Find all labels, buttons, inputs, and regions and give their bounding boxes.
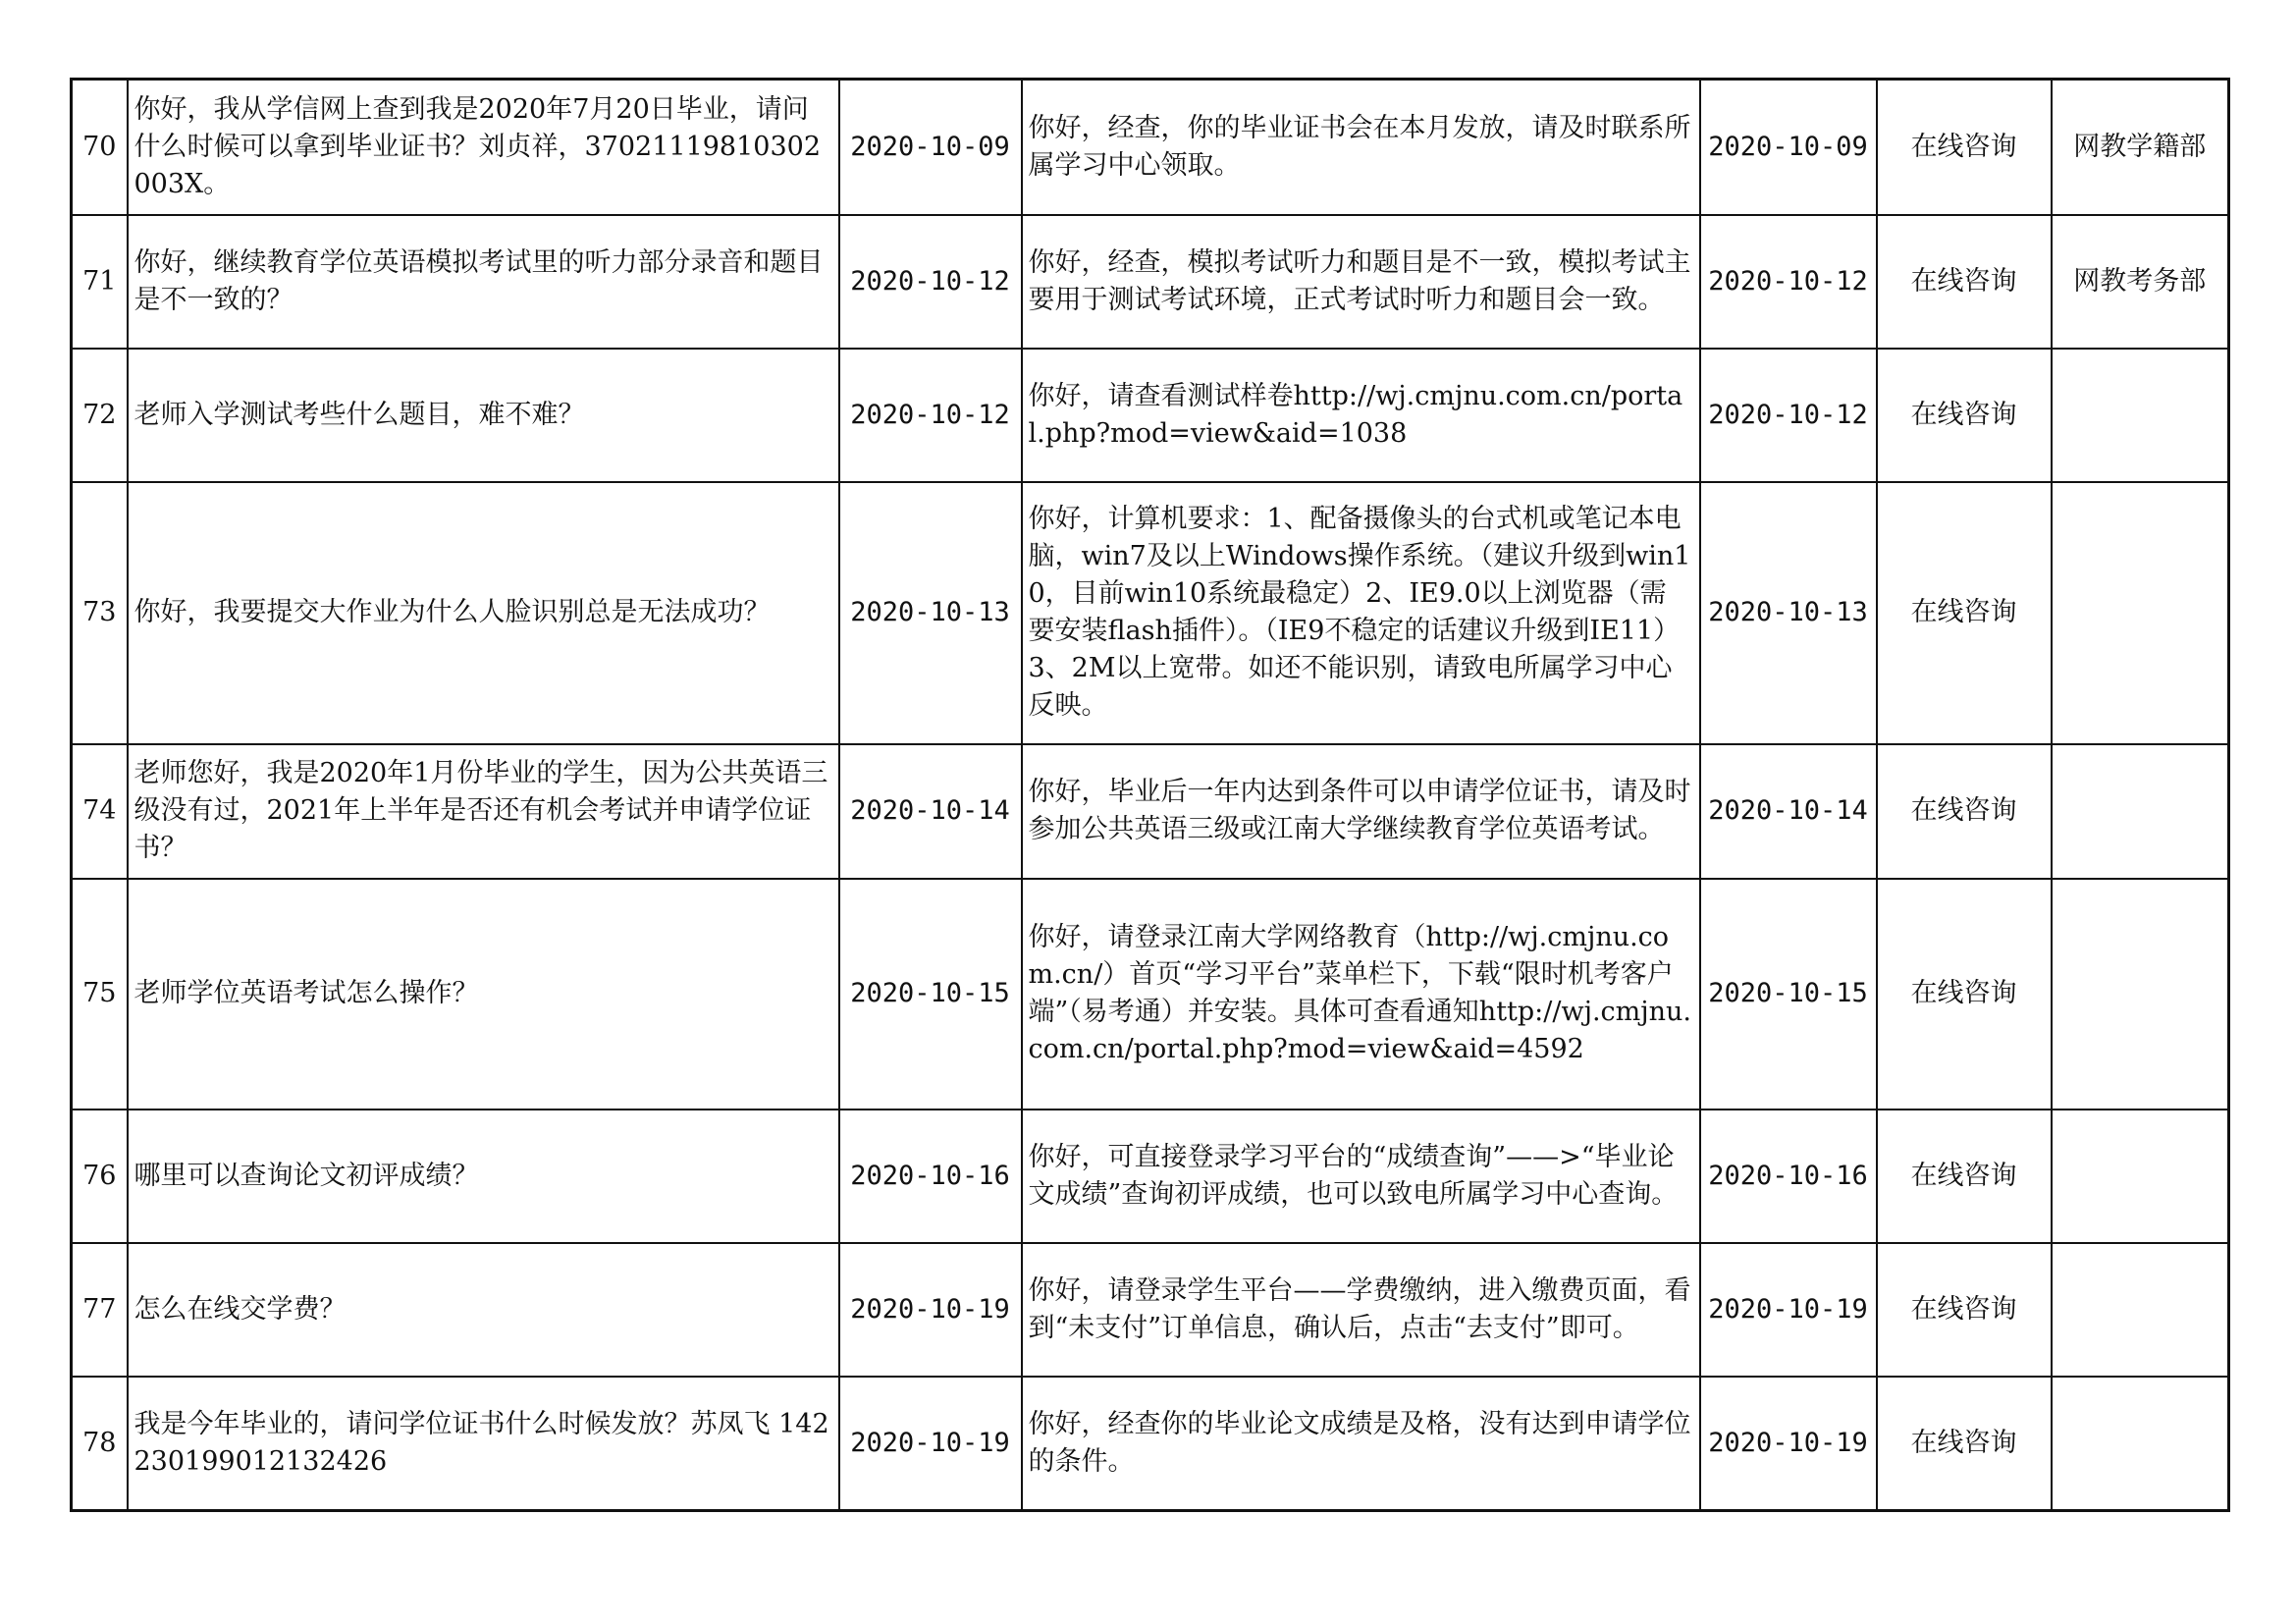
department-cell bbox=[2052, 1377, 2229, 1511]
ask-date-cell: 2020-10-12 bbox=[839, 215, 1022, 349]
table-row bbox=[72, 80, 2229, 215]
department-cell bbox=[2052, 1110, 2229, 1243]
question-cell: 你好，我从学信网上查到我是2020年7月20日毕业，请问什么时候可以拿到毕业证书？刘贞祥，37021119810302003X。 bbox=[128, 80, 839, 215]
reply-date-cell: 2020-10-12 bbox=[1700, 215, 1877, 349]
department-cell bbox=[2052, 744, 2229, 879]
channel-cell: 在线咨询 bbox=[1877, 1110, 2052, 1243]
channel-cell: 在线咨询 bbox=[1877, 215, 2052, 349]
reply-date-cell: 2020-10-19 bbox=[1700, 1243, 1877, 1377]
question-cell: 老师入学测试考些什么题目，难不难？ bbox=[128, 349, 839, 482]
table-row bbox=[72, 349, 2229, 482]
consultation-table bbox=[70, 78, 2230, 1512]
table-body bbox=[72, 80, 2229, 1511]
reply-date-cell: 2020-10-14 bbox=[1700, 744, 1877, 879]
table-row bbox=[72, 1110, 2229, 1243]
row-number: 75 bbox=[72, 879, 128, 1110]
department-cell bbox=[2052, 482, 2229, 744]
ask-date-cell: 2020-10-16 bbox=[839, 1110, 1022, 1243]
consultation-log-page bbox=[70, 78, 2227, 1512]
reply-date-cell: 2020-10-12 bbox=[1700, 349, 1877, 482]
reply-date-cell: 2020-10-09 bbox=[1700, 80, 1877, 215]
row-number: 73 bbox=[72, 482, 128, 744]
department-cell: 网教学籍部 bbox=[2052, 80, 2229, 215]
question-cell: 我是今年毕业的，请问学位证书什么时候发放？苏凤飞 142230199012132426 bbox=[128, 1377, 839, 1511]
table-row bbox=[72, 215, 2229, 349]
ask-date-cell: 2020-10-12 bbox=[839, 349, 1022, 482]
row-number: 78 bbox=[72, 1377, 128, 1511]
department-cell bbox=[2052, 349, 2229, 482]
channel-cell: 在线咨询 bbox=[1877, 1377, 2052, 1511]
question-cell: 老师学位英语考试怎么操作？ bbox=[128, 879, 839, 1110]
row-number: 71 bbox=[72, 215, 128, 349]
table-row bbox=[72, 1243, 2229, 1377]
ask-date-cell: 2020-10-19 bbox=[839, 1243, 1022, 1377]
row-number: 72 bbox=[72, 349, 128, 482]
answer-cell: 你好，请登录江南大学网络教育（http://wj.cmjnu.com.cn/）首页“学习平台”菜单栏下，下载“限时机考客户端”（易考通）并安装。具体可查看通知http://wj.cmjnu.com.cn/portal.php?mod=view&aid=4592 bbox=[1022, 879, 1700, 1110]
reply-date-cell: 2020-10-15 bbox=[1700, 879, 1877, 1110]
channel-cell: 在线咨询 bbox=[1877, 80, 2052, 215]
question-cell: 老师您好，我是2020年1月份毕业的学生，因为公共英语三级没有过，2021年上半年是否还有机会考试并申请学位证书？ bbox=[128, 744, 839, 879]
ask-date-cell: 2020-10-19 bbox=[839, 1377, 1022, 1511]
row-number: 70 bbox=[72, 80, 128, 215]
ask-date-cell: 2020-10-09 bbox=[839, 80, 1022, 215]
channel-cell: 在线咨询 bbox=[1877, 744, 2052, 879]
reply-date-cell: 2020-10-19 bbox=[1700, 1377, 1877, 1511]
table-row bbox=[72, 1377, 2229, 1511]
department-cell bbox=[2052, 879, 2229, 1110]
table-row bbox=[72, 744, 2229, 879]
answer-cell: 你好，毕业后一年内达到条件可以申请学位证书，请及时参加公共英语三级或江南大学继续教育学位英语考试。 bbox=[1022, 744, 1700, 879]
answer-cell: 你好，请登录学生平台——学费缴纳，进入缴费页面，看到“未支付”订单信息，确认后，点击“去支付”即可。 bbox=[1022, 1243, 1700, 1377]
ask-date-cell: 2020-10-13 bbox=[839, 482, 1022, 744]
department-cell: 网教考务部 bbox=[2052, 215, 2229, 349]
answer-cell: 你好，计算机要求：1、配备摄像头的台式机或笔记本电脑，win7及以上Windows操作系统。（建议升级到win10，目前win10系统最稳定）2、IE9.0以上浏览器（需要安装flash插件）。（IE9不稳定的话建议升级到IE11）3、2M以上宽带。如还不能识别，请致电所属学习中心反映。 bbox=[1022, 482, 1700, 744]
row-number: 74 bbox=[72, 744, 128, 879]
channel-cell: 在线咨询 bbox=[1877, 879, 2052, 1110]
ask-date-cell: 2020-10-14 bbox=[839, 744, 1022, 879]
channel-cell: 在线咨询 bbox=[1877, 1243, 2052, 1377]
ask-date-cell: 2020-10-15 bbox=[839, 879, 1022, 1110]
answer-cell: 你好，可直接登录学习平台的“成绩查询”——>“毕业论文成绩”查询初评成绩，也可以致电所属学习中心查询。 bbox=[1022, 1110, 1700, 1243]
question-cell: 怎么在线交学费？ bbox=[128, 1243, 839, 1377]
answer-cell: 你好，经查，模拟考试听力和题目是不一致，模拟考试主要用于测试考试环境，正式考试时听力和题目会一致。 bbox=[1022, 215, 1700, 349]
question-cell: 你好，我要提交大作业为什么人脸识别总是无法成功？ bbox=[128, 482, 839, 744]
table-row bbox=[72, 482, 2229, 744]
answer-cell: 你好，经查你的毕业论文成绩是及格，没有达到申请学位的条件。 bbox=[1022, 1377, 1700, 1511]
answer-cell: 你好，经查，你的毕业证书会在本月发放，请及时联系所属学习中心领取。 bbox=[1022, 80, 1700, 215]
answer-cell: 你好，请查看测试样卷http://wj.cmjnu.com.cn/portal.php?mod=view&aid=1038 bbox=[1022, 349, 1700, 482]
channel-cell: 在线咨询 bbox=[1877, 482, 2052, 744]
question-cell: 你好，继续教育学位英语模拟考试里的听力部分录音和题目是不一致的？ bbox=[128, 215, 839, 349]
reply-date-cell: 2020-10-16 bbox=[1700, 1110, 1877, 1243]
table-row bbox=[72, 879, 2229, 1110]
row-number: 76 bbox=[72, 1110, 128, 1243]
channel-cell: 在线咨询 bbox=[1877, 349, 2052, 482]
department-cell bbox=[2052, 1243, 2229, 1377]
row-number: 77 bbox=[72, 1243, 128, 1377]
reply-date-cell: 2020-10-13 bbox=[1700, 482, 1877, 744]
question-cell: 哪里可以查询论文初评成绩？ bbox=[128, 1110, 839, 1243]
